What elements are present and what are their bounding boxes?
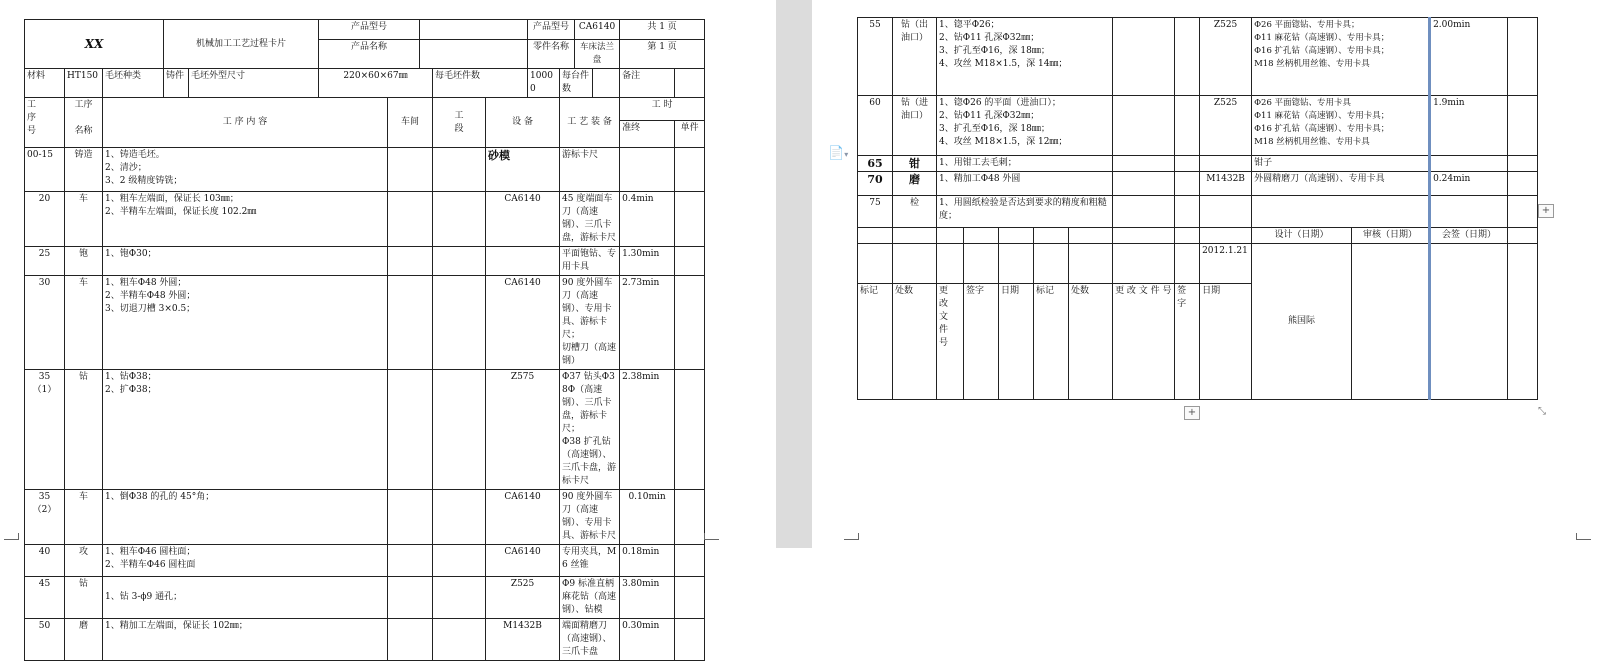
page-number: 第 1 页 [620, 40, 705, 69]
sign-date: 2012.1.21 [1200, 244, 1252, 284]
header-xx: XX [25, 20, 164, 69]
table-row: 40 攻 1、粗车Φ46 圆柱面； 2、半精车Φ46 圆柱面 CA6140 专用夹具，M6 丝锥 0.18min [25, 545, 705, 577]
page-corner-mark [4, 533, 19, 540]
table-row: 00-15 铸造 1、铸造毛坯。 2、清沙； 3、2 级精度铸铣； 砂模 游标卡尺 [25, 148, 705, 192]
col-name: 工序 名称 [65, 98, 103, 148]
col-unit: 单件 [675, 121, 705, 148]
col-tooling: 工 艺 装 备 [560, 98, 620, 148]
table-row: 25 铇 1、铇Φ30； 平面铇钻、专用卡具 1.30min [25, 247, 705, 276]
blank-size-value: 220×60×67㎜ [319, 69, 433, 98]
document-icon: 📄 [828, 146, 845, 161]
design-date-label: 设计（日期） [1252, 228, 1352, 244]
add-column-button[interactable]: + [1538, 204, 1554, 218]
material-value: HT150 [65, 69, 103, 98]
part-model-value: CA6140 [575, 20, 620, 40]
blank-type-label: 毛坯种类 [103, 69, 164, 98]
table-row: 30 车 1、粗车Φ48 外圆； 2、半精车Φ48 外圆； 3、切退刀槽 3×0.5； CA6140 90 度外圆车刀（高速钢）、专用卡具、游标卡尺； 切槽刀（高速钢） 2.73min [25, 276, 705, 370]
part-name-label: 零件名称 [528, 40, 575, 69]
right-page [812, 0, 1610, 548]
add-row-button[interactable]: + [1184, 406, 1200, 420]
col-content: 工 序 内 容 [103, 98, 388, 148]
page-corner-mark [1576, 533, 1591, 540]
col-section: 工 段 [433, 98, 486, 148]
table-row: 75 检 1、用圆纸检验是否达到要求的精度和粗糙度； [858, 196, 1538, 228]
table-row: 35 （2） 车 1、倒Φ38 的孔的 45°角； CA6140 90 度外圆车刀（高速钢）、专用卡具、游标卡尺 0.10min [25, 490, 705, 545]
blank-type-value: 铸件 [164, 69, 189, 98]
col-time: 工 时 [620, 98, 705, 121]
page-corner-mark [844, 533, 859, 540]
paste-options-button[interactable] [828, 146, 848, 161]
countersign-date-label: 会签（日期） [1430, 228, 1508, 244]
col-prep: 准终 [620, 121, 675, 148]
pieces-per-unit-label: 每台件数 [560, 69, 593, 98]
product-model-label: 产品型号 [319, 20, 420, 40]
table-row: 70 磨 1、精加工Φ48 外圆 M1432B 外圆精磨刀（高速钢）、专用卡具 0.24min [858, 172, 1538, 196]
sign-row-2: 标记 处数 更 改 文 件 号 签字 日期 标记 处数 更 改 文 件 号 签 字 日期 [858, 284, 1538, 400]
process-card-table [24, 19, 705, 661]
material-label: 材料 [25, 69, 65, 98]
table-row: 35 （1） 钻 1、钻Φ38； 2、扩Φ38； Z575 Φ37 钻头Φ38Φ（高速钢）、三爪卡盘，游标卡尺； Φ38 扩孔钻（高速钢）、三爪卡盘，游标卡尺 2.38min [25, 370, 705, 490]
blank-size-label: 毛坯外型尺寸 [189, 69, 319, 98]
table-row: 50 磨 1、精加工左端面，保证长 102㎜； M1432B 端面精磨刀（高速钢）、三爪卡盘 0.30min [25, 619, 705, 661]
table-row: 60 钻（进 油口） 1、锪Φ26 的平面（进油口）； 2、钻Φ11 孔深Φ32㎜； 3、扩孔至Φ16，深 18㎜； 4、攻丝 M18×1.5，深 12㎜； Z525 Φ26 平面锪钻、专用卡具 Φ11 麻花钻（高速钢）、专用卡具； Φ16 扩孔钻（高速钢）、专用卡具； M18 丝柄机用丝锥、专用卡具 1.9min [858, 96, 1538, 156]
col-equipment: 设 备 [486, 98, 560, 148]
col-seq: 工 序 号 [25, 98, 65, 148]
sign-row-1 [858, 244, 1538, 284]
review-date-label: 审核（日期） [1352, 228, 1430, 244]
sign-header-row [858, 228, 1538, 244]
remark-label: 备注 [620, 69, 675, 98]
page-corner-mark [704, 533, 719, 540]
table-row: 65 钳 1、用钳工去毛刺； 钳子 [858, 156, 1538, 172]
designer-name: 熊国际 [1252, 244, 1352, 400]
table-row: 55 钻（出 油口） 1、锪平Φ26； 2、钻Φ11 孔深Φ32㎜； 3、扩孔至Φ16，深 18㎜； 4、攻丝 M18×1.5，深 14㎜； Z525 Φ26 平面锪钻、专用卡具； Φ11 麻花钻（高速钢）、专用卡具； Φ16 扩孔钻（高速钢）、专用卡具； M18 丝柄机用丝锥、专用卡具 2.00min [858, 18, 1538, 96]
chevron-down-icon: ▾ [844, 150, 849, 159]
card-title: 机械加工工艺过程卡片 [164, 20, 319, 69]
part-model-label: 产品型号 [528, 20, 575, 40]
total-pages: 共 1 页 [620, 20, 705, 40]
product-name-label: 产品名称 [319, 40, 420, 69]
process-card-table-continued [857, 17, 1538, 400]
table-row: 20 车 1、粗车左端面，保证长 103㎜； 2、半精车左端面，保证长度 102.2㎜ CA6140 45 度端面车刀（高速钢）、三爪卡盘，游标卡尺 0.4min [25, 192, 705, 247]
pieces-per-blank-value: 10000 [528, 69, 560, 98]
table-row: 45 钻 1、钻 3-ϕ9 通孔； Z525 Φ9 标准直柄麻花钻（高速钢）、钻模 3.80min [25, 577, 705, 619]
part-name-value: 车床法兰盘 [575, 40, 620, 69]
page-gutter [776, 0, 812, 548]
table-resize-handle[interactable]: ⤡ [1538, 406, 1546, 417]
col-workshop: 车间 [388, 98, 433, 148]
pieces-per-blank-label: 每毛坯件数 [433, 69, 528, 98]
left-page [0, 0, 776, 657]
